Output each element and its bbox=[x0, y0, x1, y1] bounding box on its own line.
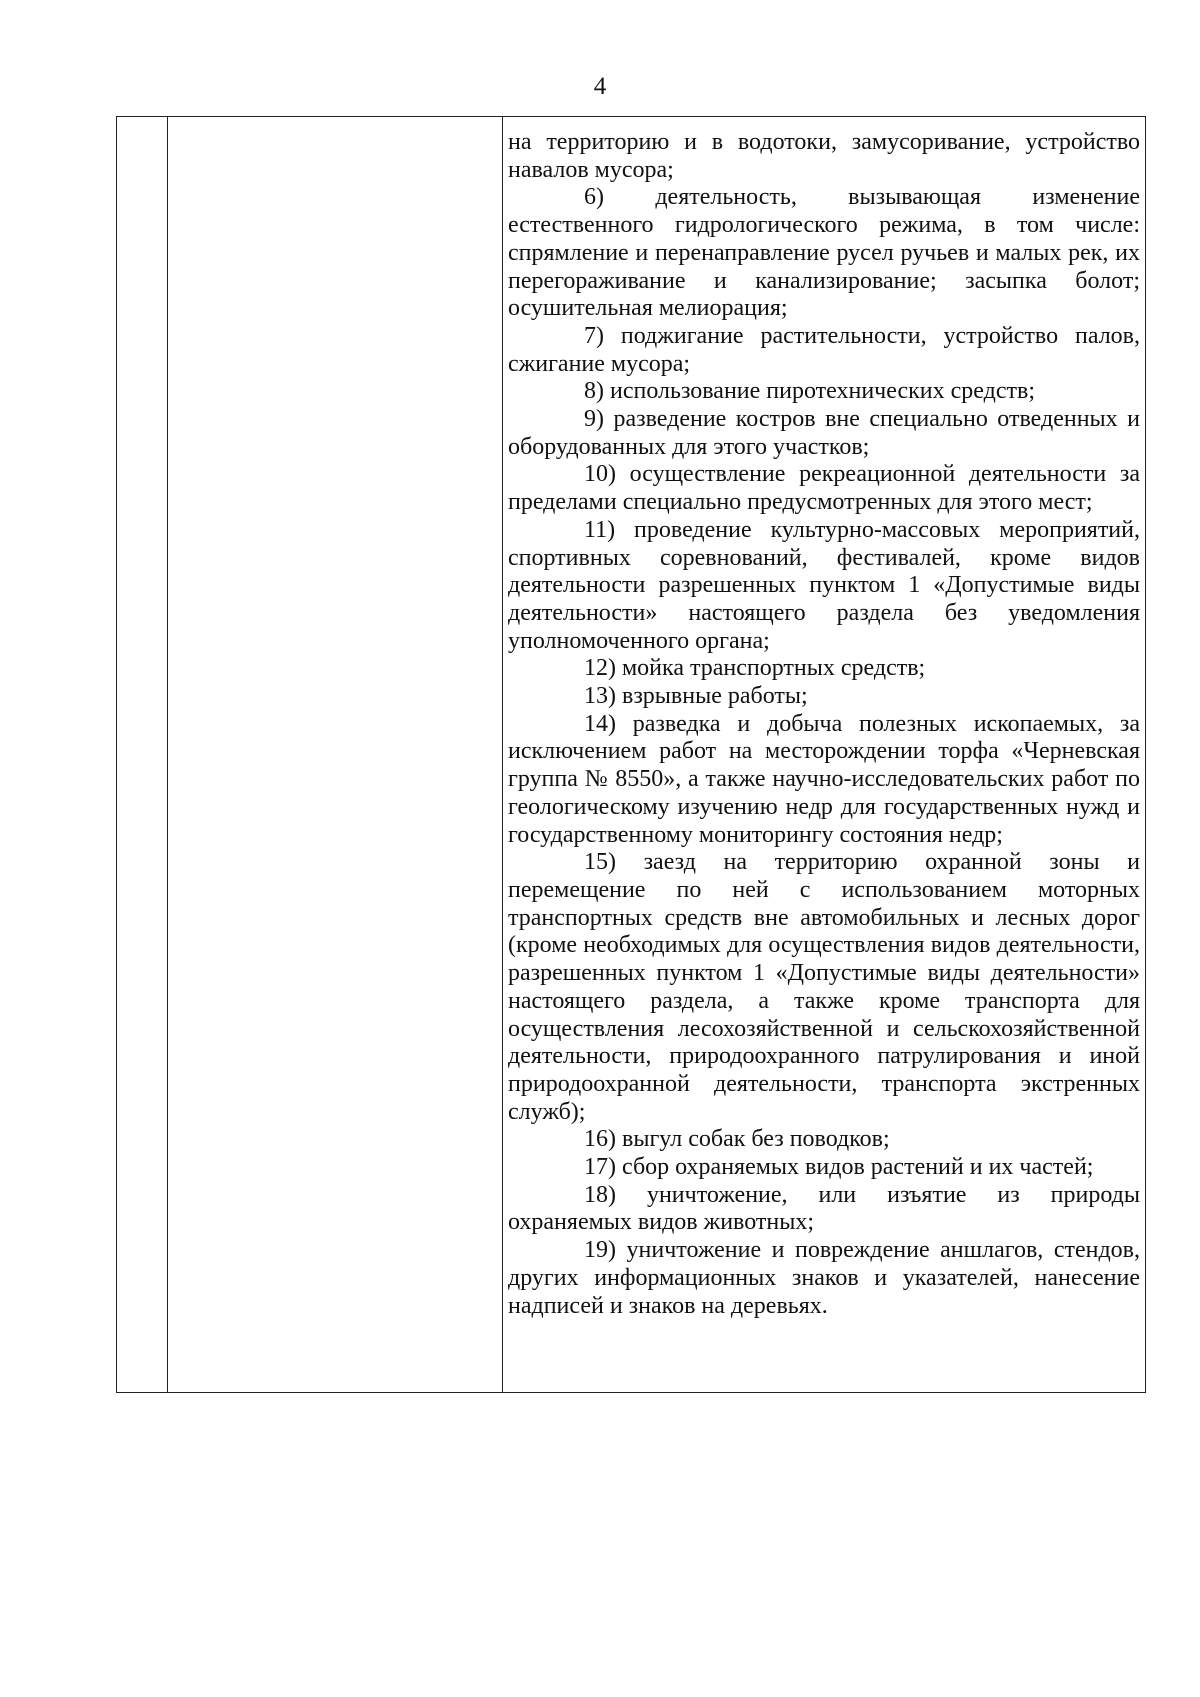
list-item: 15) заезд на территорию охранной зоны и перемещение по ней с использованием моторных транспортных средств вне автомобильных и лесных дорог (кроме необходимых для осуществления видов деятельности, разрешенных пунктом 1 «Допустимые виды деятельности» настоящего раздела, а также кроме транспорта для осуществления лесохозяйственной и сельскохозяйственной деятельности, природоохранного патрулирования и иной природоохранной деятельности, транспорта экстренных служб); bbox=[508, 849, 1140, 1125]
page-number: 4 bbox=[593, 73, 607, 100]
list-item: 14) разведка и добыча полезных ископаемых, за исключением работ на месторождении торфа «Черневская группа № 8550», а также научно-исследовательских работ по геологическому изучению недр для государственных нужд и государственному мониторингу состояния недр; bbox=[508, 710, 1140, 848]
list-item: 11) проведение культурно-массовых мероприятий, спортивных соревнований, фестивалей, кроме видов деятельности разрешенных пунктом 1 «Допустимые виды деятельности» настоящего раздела без уведомления уполномоченного органа; bbox=[508, 516, 1140, 654]
list-item: 6) деятельность, вызывающая изменение естественного гидрологического режима, в том числе: спрямление и перенаправление русел ручьев и малых рек, их перегораживание и канализирование; засыпка болот; осушительная мелиорация; bbox=[508, 184, 1140, 322]
document-table bbox=[116, 116, 1146, 1393]
list-item: 9) разведение костров вне специально отведенных и оборудованных для этого участков; bbox=[508, 406, 1140, 460]
list-item: 12) мойка транспортных средств; bbox=[584, 655, 926, 682]
table-column-divider bbox=[502, 117, 503, 1392]
list-item: 16) выгул собак без поводков; bbox=[584, 1126, 890, 1153]
list-item: 13) взрывные работы; bbox=[584, 683, 808, 710]
list-item: 7) поджигание растительности, устройство палов, сжигание мусора; bbox=[508, 322, 1140, 377]
continued-paragraph: на территорию и в водотоки, замусоривание, устройство навалов мусора; bbox=[508, 129, 1140, 183]
restrictions-text-cell bbox=[508, 129, 1140, 1320]
list-item: 18) уничтожение, или изъятие из природы охраняемых видов животных; bbox=[508, 1181, 1140, 1236]
list-item: 10) осуществление рекреационной деятельности за пределами специально предусмотренных для этого мест; bbox=[508, 461, 1140, 516]
table-column-divider bbox=[167, 117, 168, 1392]
list-item: 19) уничтожение и повреждение аншлагов, стендов, других информационных знаков и указателей, нанесение надписей и знаков на деревьях. bbox=[508, 1237, 1140, 1319]
list-item: 17) сбор охраняемых видов растений и их частей; bbox=[584, 1154, 1094, 1181]
list-item: 8) использование пиротехнических средств; bbox=[584, 378, 1035, 405]
